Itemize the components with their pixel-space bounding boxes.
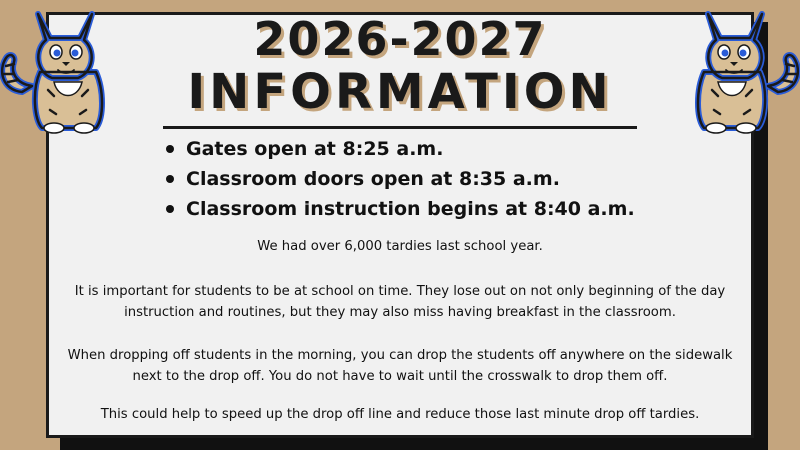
wildcat-mascot-icon xyxy=(0,0,132,140)
drop-off-benefit-paragraph: This could help to speed up the drop off line and reduce those last minute drop off tardies. xyxy=(100,407,700,422)
wildcat-mascot-icon xyxy=(668,0,800,140)
title-divider xyxy=(163,126,637,129)
schedule-item-gates: Gates open at 8:25 a.m. xyxy=(186,134,635,164)
schedule-list xyxy=(186,134,635,224)
title-information: INFORMATION xyxy=(187,64,613,120)
title-year: 2026-2027 xyxy=(253,12,547,66)
schedule-item-doors: Classroom doors open at 8:35 a.m. xyxy=(186,164,635,194)
drop-off-paragraph: When dropping off students in the morning, you can drop the students off anywhere on the sidewalk next to the drop off. You do not have to wait until the crosswalk to drop them off. xyxy=(67,348,733,384)
tardies-statement: We had over 6,000 tardies last school year. xyxy=(257,239,543,254)
on-time-paragraph: It is important for students to be at school on time. They lose out on not only beginning of the day instruction and routines, but they may also miss having breakfast in the classroom. xyxy=(74,284,726,320)
schedule-item-instruction: Classroom instruction begins at 8:40 a.m. xyxy=(186,194,635,224)
